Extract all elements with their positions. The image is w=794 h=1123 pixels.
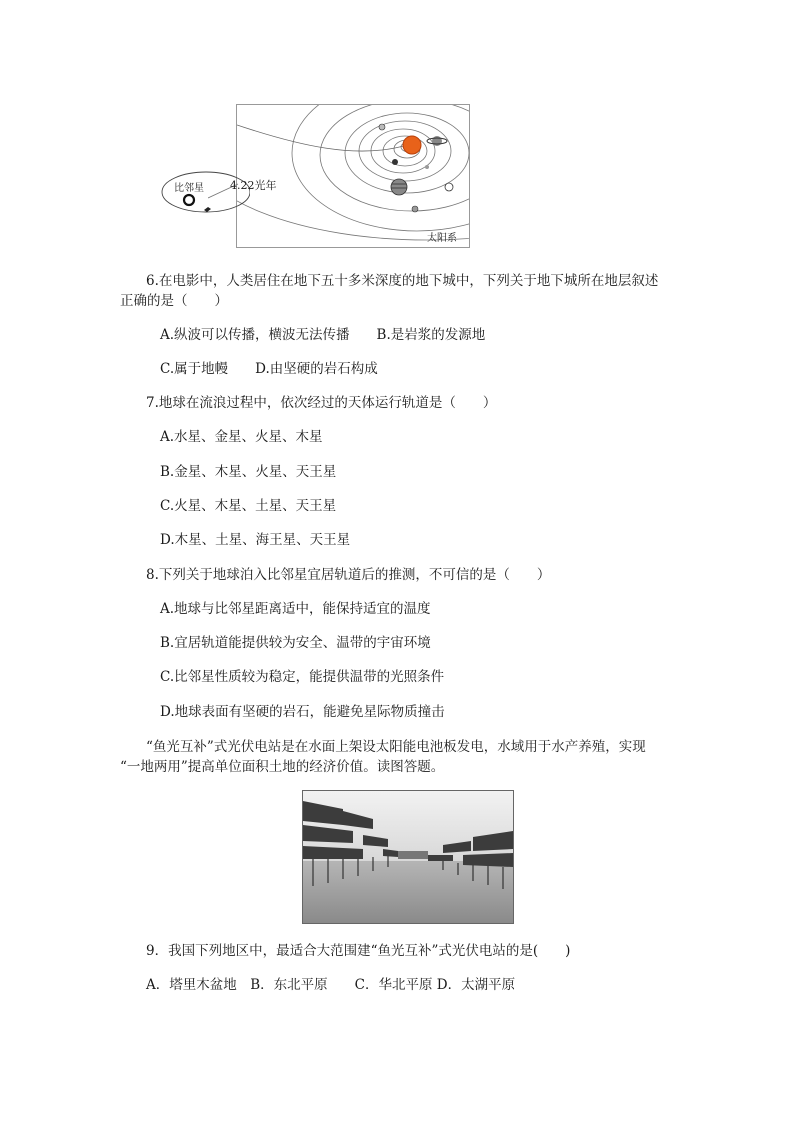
distance-label: 4.22光年 <box>230 179 277 192</box>
question-7-option-d: D.木星、土星、海王星、天王星 <box>160 532 351 548</box>
question-9-stem: 9．我国下列地区中，最适合大范围建“鱼光互补”式光伏电站的是( ) <box>146 943 571 959</box>
question-7-stem: 7.地球在流浪过程中，依次经过的天体运行轨道是（ ） <box>146 395 497 411</box>
planet-icon <box>412 206 418 212</box>
question-7-option-a: A.水星、金星、火星、木星 <box>160 429 323 445</box>
passage-line-1: “鱼光互补”式光伏电站是在水面上架设太阳能电池板发电，水域用于水产养殖，实现 <box>146 739 646 755</box>
question-6-stem: 6.在电影中，人类居住在地下五十多米深度的地下城中，下列关于地下城所在地层叙述 <box>146 273 659 289</box>
solar-system-diagram <box>237 105 469 247</box>
question-7-option-c: C.火星、木星、土星、天王星 <box>160 498 337 514</box>
question-8-option-c: C.比邻星性质较为稳定，能提供温带的光照条件 <box>160 669 445 685</box>
planet-icon <box>425 165 429 169</box>
earth-icon <box>392 159 398 165</box>
jupiter-icon <box>391 179 407 195</box>
solar-farm-photo <box>302 790 514 924</box>
question-6-options-ab: A.纵波可以传播，横波无法传播 B.是岩浆的发源地 <box>160 327 486 343</box>
solar-system-figure <box>236 104 470 248</box>
passage-line-2: “一地两用”提高单位面积土地的经济价值。读图答题。 <box>120 759 445 775</box>
planet-icon <box>445 183 453 191</box>
question-6-stem-cont: 正确的是（ ） <box>120 293 228 309</box>
saturn-icon <box>427 136 447 146</box>
question-6-options-cd: C.属于地幔 D.由坚硬的岩石构成 <box>160 361 378 377</box>
question-8-option-a: A.地球与比邻星距离适中，能保持适宜的温度 <box>160 601 431 617</box>
question-8-option-d: D.地球表面有坚硬的岩石，能避免星际物质撞击 <box>160 704 445 720</box>
sun-icon <box>403 136 421 154</box>
proxima-label: 比邻星 <box>174 183 204 194</box>
planet-icon <box>379 124 385 130</box>
question-7-option-b: B.金星、木星、火星、天王星 <box>160 464 337 480</box>
proxima-star-icon <box>184 195 194 205</box>
question-9-options: A．塔里木盆地 B．东北平原 C．华北平原 D．太湖平原 <box>146 977 516 993</box>
question-8-stem: 8.下列关于地球泊入比邻星宜居轨道后的推测，不可信的是（ ） <box>146 567 551 583</box>
question-8-option-b: B.宜居轨道能提供较为安全、温带的宇宙环境 <box>160 635 431 651</box>
solar-system-label: 太阳系 <box>427 233 457 244</box>
solar-farm-image <box>303 791 513 923</box>
